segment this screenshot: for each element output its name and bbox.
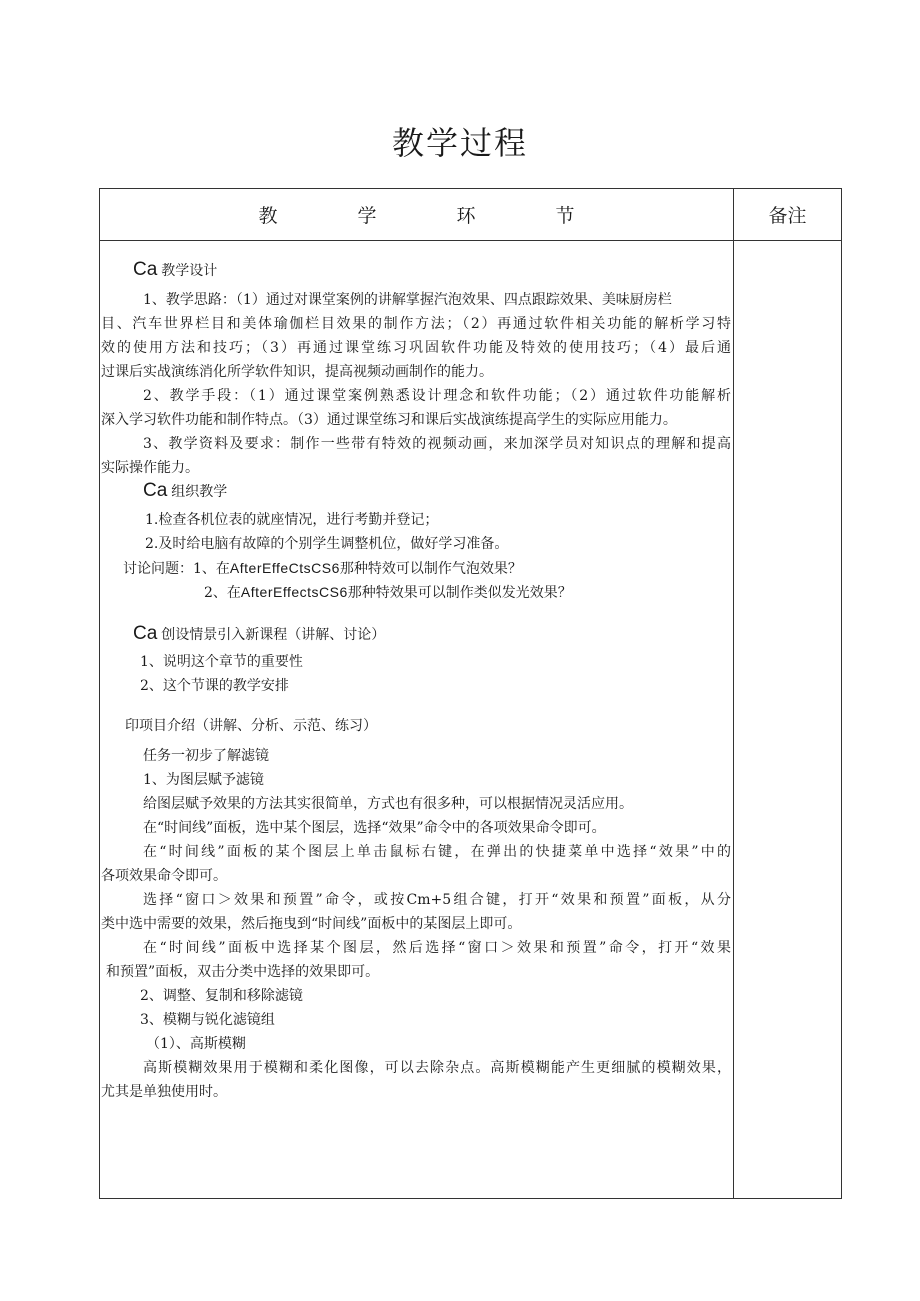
paragraph-line: 实际操作能力。 <box>101 460 199 476</box>
paragraph-line: 1、说明这个章节的重要性 <box>140 654 303 670</box>
page-title: 教学过程 <box>391 124 528 162</box>
notes-header: 备注 <box>768 205 807 227</box>
paragraph-line: 选择“窗口＞效果和预置”命令，或按Cm+5组合键，打开“效果和预置”面板，从分 <box>143 892 731 908</box>
paragraph-line: 各项效果命令即可。 <box>101 868 227 884</box>
paragraph-line: 3、教学资料及要求：制作一些带有特效的视频动画，来加深学员对知识点的理解和提高 <box>143 436 731 452</box>
discussion-question-2: 2、在AfterEffectsCS6那种特效果可以制作类似发光效果？ <box>204 584 572 601</box>
column-divider <box>733 189 734 1198</box>
section-heading-design: Ca 教学设计 <box>133 259 218 280</box>
header-char: 学 <box>357 205 377 227</box>
paragraph-line: 在“时间线”面板的某个图层上单击鼠标右键，在弹出的快捷菜单中选择“效果”中的 <box>143 844 731 860</box>
paragraph-line: 目、汽车世界栏目和美体瑜伽栏目效果的制作方法；（2）再通过软件相关功能的解析学习特 <box>101 316 731 332</box>
paragraph-line: 深入学习软件功能和制作特点。（3）通过课堂练习和课后实战演练提高学生的实际应用能力。 <box>101 412 677 428</box>
paragraph-line: （1）、高斯模糊 <box>146 1036 246 1052</box>
header-char: 教 <box>258 205 278 227</box>
paragraph-line: 1.检查各机位表的就座情况，进行考勤并登记； <box>145 512 439 528</box>
section-heading-organize: Ca 组织教学 <box>143 480 228 501</box>
discussion-question-1: 讨论问题：1、在AfterEffeCtsCS6那种特效可以制作气泡效果？ <box>123 560 522 577</box>
paragraph-line: 尤其是单独使用时。 <box>101 1084 227 1100</box>
paragraph-line: 过课后实战演练消化所学软件知识，提高视频动画制作的能力。 <box>101 364 493 380</box>
paragraph-line: 1、为图层赋予滤镜 <box>143 772 264 788</box>
section-heading-project: 印项目介绍（讲解、分析、示范、练习） <box>125 718 377 734</box>
paragraph-line: 2、这个节课的教学安排 <box>140 678 289 694</box>
paragraph-line: 1、教学思路：（1）通过对课堂案例的讲解掌握汽泡效果、四点跟踪效果、美味厨房栏 <box>143 292 672 308</box>
paragraph-line: 2、教学手段：（1）通过课堂案例熟悉设计理念和软件功能；（2）通过软件功能解析 <box>143 388 731 404</box>
paragraph-line: 在“时间线”面板中选择某个图层，然后选择“窗口＞效果和预置”命令，打开“效果 <box>143 940 731 956</box>
paragraph-line: 在“时间线”面板，选中某个图层，选择“效果”命令中的各项效果命令即可。 <box>143 820 606 836</box>
section-marker: Ca <box>133 623 158 644</box>
header-char: 节 <box>555 205 575 227</box>
paragraph-line: 类中选中需要的效果，然后拖曳到“时间线”面板中的某图层上即可。 <box>101 916 522 932</box>
paragraph-line: 2.及时给电脑有故障的个别学生调整机位，做好学习准备。 <box>145 536 509 552</box>
teaching-steps-header <box>100 189 733 240</box>
paragraph-line: 和预置”面板，双击分类中选择的效果即可。 <box>106 964 380 980</box>
teaching-content-cell <box>100 241 732 1198</box>
paragraph-line: 高斯模糊效果用于模糊和柔化图像，可以去除杂点。高斯模糊能产生更细腻的模糊效果， <box>143 1060 731 1076</box>
paragraph-line: 3、模糊与锐化滤镜组 <box>140 1012 275 1028</box>
lesson-table <box>99 188 842 1199</box>
paragraph-line: 2、调整、复制和移除滤镜 <box>140 988 303 1004</box>
paragraph-line: 给图层赋予效果的方法其实很简单，方式也有很多种，可以根据情况灵活应用。 <box>143 796 633 812</box>
paragraph-line: 效的使用方法和技巧；（3）再通过课堂练习巩固软件功能及特效的使用技巧；（4）最后通 <box>101 340 731 356</box>
section-marker: Ca <box>143 480 168 501</box>
section-marker: Ca <box>133 259 158 280</box>
section-heading-intro: Ca 创设情景引入新课程（讲解、讨论） <box>133 623 386 644</box>
header-char: 环 <box>456 205 476 227</box>
table-header-row <box>100 189 841 241</box>
paragraph-line: 任务一初步了解滤镜 <box>143 748 269 764</box>
